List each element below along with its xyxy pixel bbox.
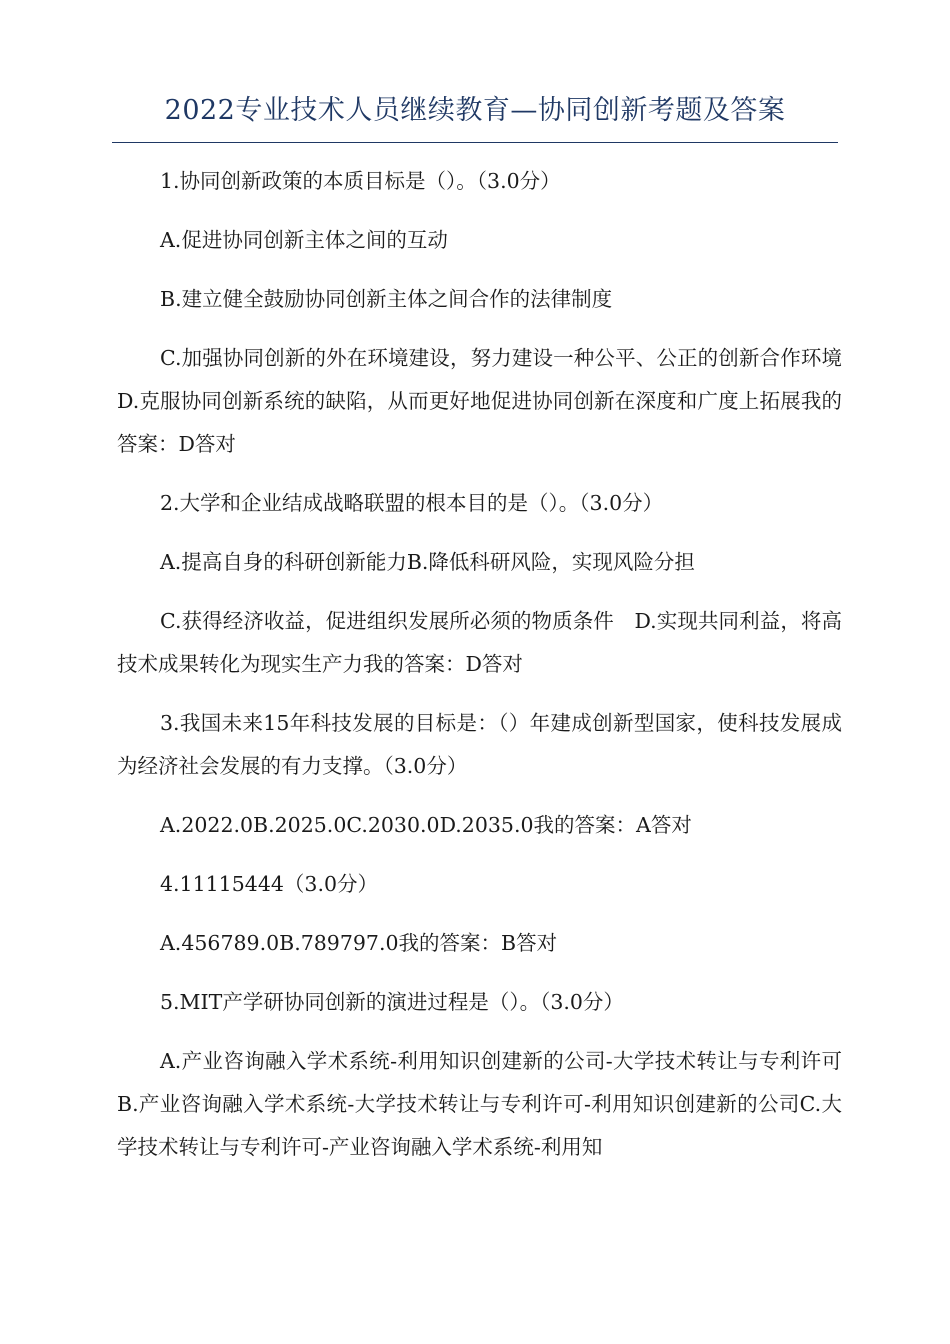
document-body xyxy=(117,160,842,1185)
question-1-options-cd-answer: C.加强协同创新的外在环境建设，努力建设一种公平、公正的创新合作环境D.克服协同创新系统的缺陷，从而更好地促进协同创新在深度和广度上拓展我的答案：D答对 xyxy=(117,346,842,456)
title-underline xyxy=(112,142,838,143)
question-4-stem: 4.11115444（3.0分） xyxy=(160,872,379,896)
question-4-options-answer: A.456789.0B.789797.0我的答案：B答对 xyxy=(160,931,558,955)
question-3-stem: 3.我国未来15年科技发展的目标是：（）年建成创新型国家，使科技发展成为经济社会发展的有力支撑。（3.0分） xyxy=(117,711,842,778)
document-title: 2022专业技术人员继续教育—协同创新考题及答案 xyxy=(164,95,786,126)
question-3-options-answer: A.2022.0B.2025.0C.2030.0D.2035.0我的答案：A答对 xyxy=(160,813,692,837)
question-2-options-ab: A.提高自身的科研创新能力B.降低科研风险，实现风险分担 xyxy=(160,550,695,574)
question-1-option-b: B.建立健全鼓励协同创新主体之间合作的法律制度 xyxy=(160,287,613,311)
question-5-stem: 5.MIT产学研协同创新的演进过程是（）。（3.0分） xyxy=(160,990,624,1014)
question-5-options: A.产业咨询融入学术系统-利用知识创建新的公司-大学技术转让与专利许可B.产业咨询融入学术系统-大学技术转让与专利许可-利用知识创建新的公司C.大学技术转让与专利许可-产业咨询融入学术系统-利用知 xyxy=(117,1049,842,1159)
question-1-option-a: A.促进协同创新主体之间的互动 xyxy=(160,228,448,252)
question-2-stem: 2.大学和企业结成战略联盟的根本目的是（）。（3.0分） xyxy=(160,491,664,515)
question-1-stem: 1.协同创新政策的本质目标是（）。（3.0分） xyxy=(160,169,561,193)
question-2-options-cd-answer: C.获得经济收益，促进组织发展所必须的物质条件 D.实现共同利益，将高技术成果转化为现实生产力我的答案：D答对 xyxy=(117,609,842,676)
